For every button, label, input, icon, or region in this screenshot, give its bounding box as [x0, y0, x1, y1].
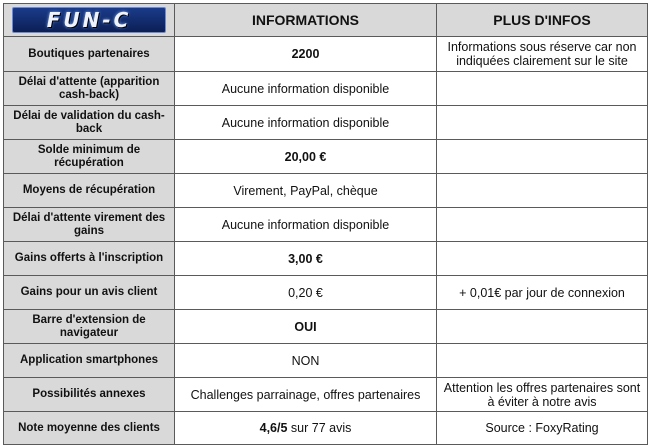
- row-info-possibilites: Attention les offres partenaires sont à éviter à notre avis: [437, 378, 648, 412]
- row-info-barre-extension: [437, 310, 648, 344]
- row-info-delai-attente: [437, 72, 648, 106]
- logo-cell: [4, 4, 175, 37]
- table-row: [4, 378, 648, 412]
- row-info-gains-avis: + 0,01€ par jour de connexion: [437, 276, 648, 310]
- column-header-plus-infos: PLUS D'INFOS: [437, 4, 648, 37]
- cashback-info-table: [3, 3, 648, 445]
- row-info-moyens-recuperation: [437, 174, 648, 208]
- row-value-delai-validation: Aucune information disponible: [175, 106, 437, 140]
- row-info-delai-validation: [437, 106, 648, 140]
- column-header-informations: INFORMATIONS: [175, 4, 437, 37]
- table-row: [4, 174, 648, 208]
- row-info-solde-minimum: [437, 140, 648, 174]
- row-label-barre-extension: Barre d'extension de navigateur: [4, 310, 175, 344]
- row-label-moyens-recuperation: Moyens de récupération: [4, 174, 175, 208]
- row-label-delai-attente: Délai d'attente (apparition cash-back): [4, 72, 175, 106]
- row-value-application: NON: [175, 344, 437, 378]
- row-value-moyens-recuperation: Virement, PayPal, chèque: [175, 174, 437, 208]
- table-row: [4, 106, 648, 140]
- comparison-table-container: [3, 3, 648, 445]
- table-row: [4, 412, 648, 445]
- row-label-gains-avis: Gains pour un avis client: [4, 276, 175, 310]
- row-value-delai-virement: Aucune information disponible: [175, 208, 437, 242]
- row-info-note-moyenne: Source : FoxyRating: [437, 412, 648, 445]
- row-value-possibilites: Challenges parrainage, offres partenaires: [175, 378, 437, 412]
- table-row: [4, 276, 648, 310]
- row-label-delai-virement: Délai d'attente virement des gains: [4, 208, 175, 242]
- row-label-application: Application smartphones: [4, 344, 175, 378]
- logo-text: FUN-C: [46, 8, 132, 32]
- table-row: [4, 37, 648, 72]
- table-row: [4, 208, 648, 242]
- row-value-solde-minimum: 20,00 €: [175, 140, 437, 174]
- row-info-gains-inscription: [437, 242, 648, 276]
- fun-c-logo: [12, 7, 166, 33]
- row-info-application: [437, 344, 648, 378]
- row-label-boutiques: Boutiques partenaires: [4, 37, 175, 72]
- row-value-gains-inscription: 3,00 €: [175, 242, 437, 276]
- rating-count: sur 77 avis: [287, 421, 352, 435]
- table-header-row: [4, 4, 648, 37]
- table-row: [4, 72, 648, 106]
- row-label-note-moyenne: Note moyenne des clients: [4, 412, 175, 445]
- row-label-possibilites: Possibilités annexes: [4, 378, 175, 412]
- table-row: [4, 140, 648, 174]
- rating-score: 4,6/5: [259, 421, 288, 435]
- row-info-boutiques: Informations sous réserve car non indiquées clairement sur le site: [437, 37, 648, 72]
- table-row: [4, 242, 648, 276]
- row-label-solde-minimum: Solde minimum de récupération: [4, 140, 175, 174]
- row-value-boutiques: 2200: [175, 37, 437, 72]
- row-value-delai-attente: Aucune information disponible: [175, 72, 437, 106]
- row-value-note-moyenne: [175, 412, 437, 445]
- row-label-gains-inscription: Gains offerts à l'inscription: [4, 242, 175, 276]
- row-info-delai-virement: [437, 208, 648, 242]
- row-value-barre-extension: OUI: [175, 310, 437, 344]
- row-value-gains-avis: 0,20 €: [175, 276, 437, 310]
- row-label-delai-validation: Délai de validation du cash-back: [4, 106, 175, 140]
- table-row: [4, 344, 648, 378]
- table-row: [4, 310, 648, 344]
